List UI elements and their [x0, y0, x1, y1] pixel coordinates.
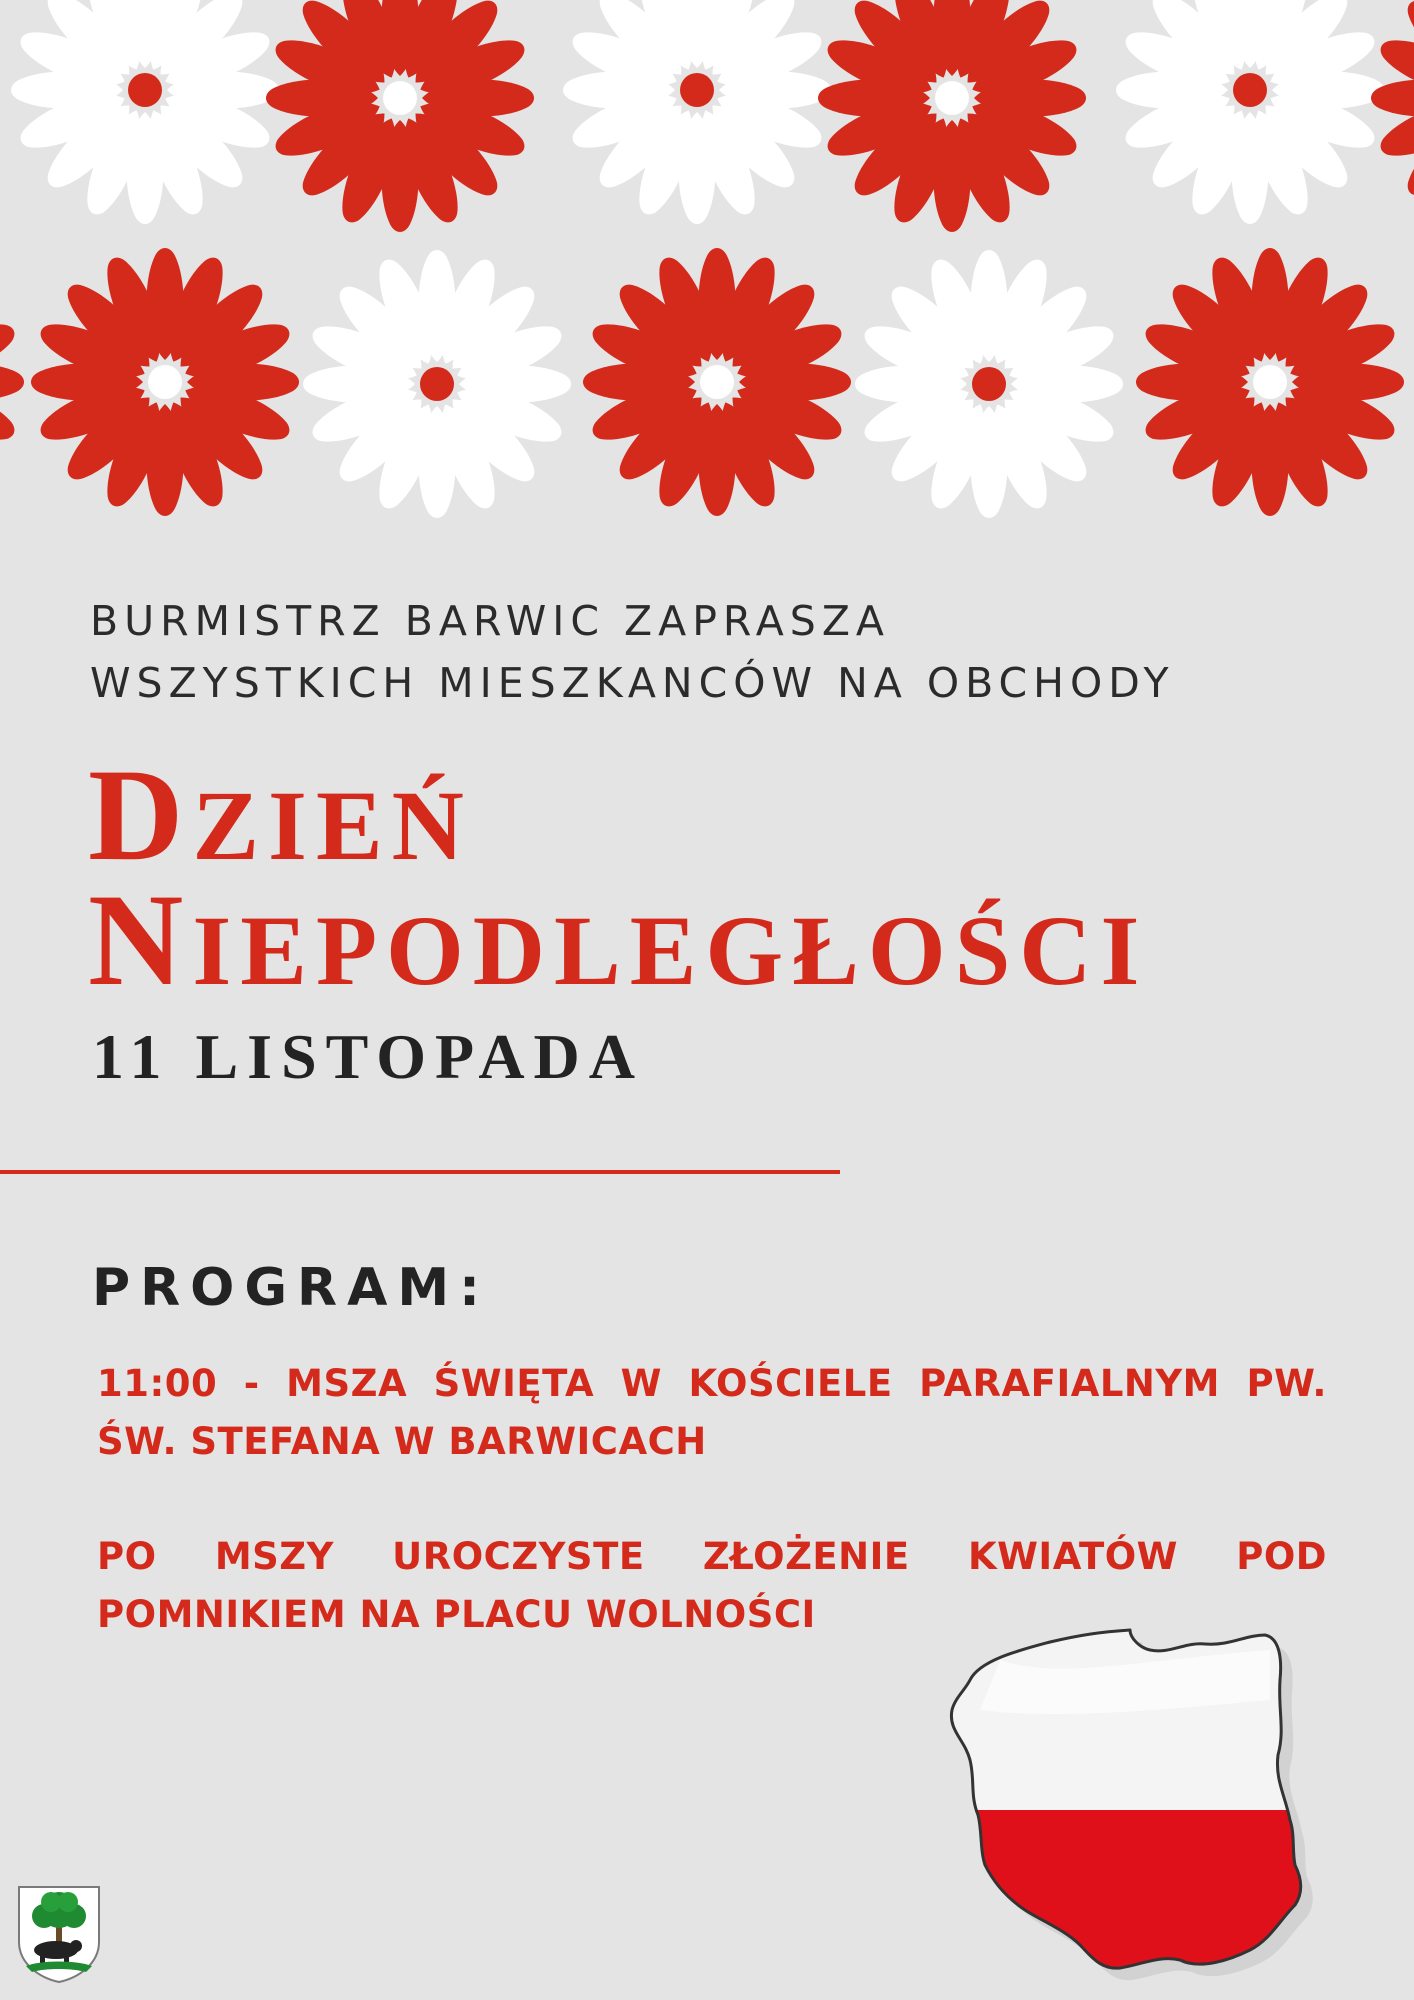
title-initial-2: N: [88, 866, 193, 1013]
title-rest-1: ZIEŃ: [192, 770, 473, 881]
event-title-line-2: [88, 866, 1149, 1040]
barwice-coat-of-arms-icon: [16, 1884, 102, 1984]
poland-flag-map-icon: [940, 1620, 1340, 1990]
title-rest-2: IEPODLEGŁOŚCI: [192, 895, 1149, 1006]
invitation-text: [90, 590, 1350, 714]
folk-flower-pattern: [0, 0, 1414, 520]
program-item-1: 11:00 - MSZA ŚWIĘTA W KOŚCIELE PARAFIALNYM PW. ŚW. STEFANA W BARWICACH: [97, 1362, 1327, 1463]
program-item-2: PO MSZY UROCZYSTE ZŁOŻENIE KWIATÓW POD POMNIKIEM NA PLACU WOLNOŚCI: [97, 1535, 1327, 1636]
title-initial-1: D: [88, 741, 193, 888]
program-heading: PROGRAM:: [92, 1258, 490, 1318]
event-date: 11 LISTOPADA: [92, 1021, 644, 1092]
invitation-line-1: BURMISTRZ BARWIC ZAPRASZA: [90, 597, 890, 645]
divider-line: [0, 1170, 840, 1174]
invitation-line-2: WSZYSTKICH MIESZKANCÓW NA OBCHODY: [90, 659, 1175, 707]
